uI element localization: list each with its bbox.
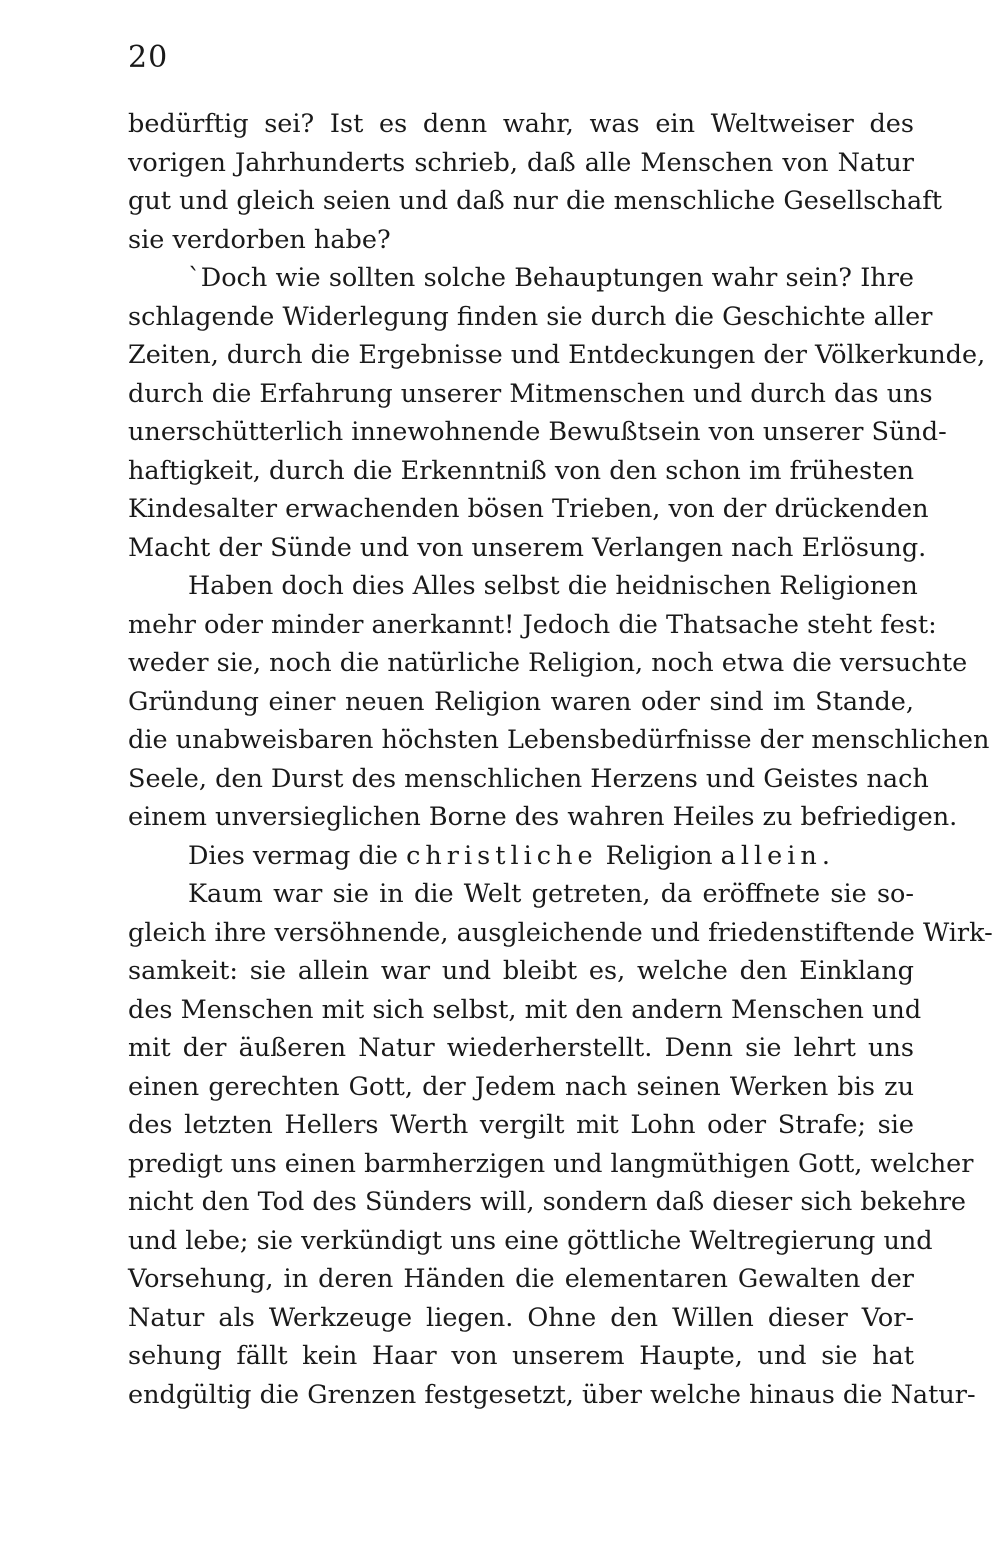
text-line: Kindesalter erwachenden bösen Trieben, von der drückenden	[128, 494, 929, 524]
text-line: gleich ihre versöhnende, ausgleichende und friedenstiftende Wirk-	[128, 917, 993, 948]
text-line: weder sie, noch die natürliche Religion, noch etwa die versuchte	[128, 648, 968, 678]
text-line: sehung fällt kein Haar von unserem Haupte, und sie hat	[128, 1341, 914, 1371]
text-line: unerschütterlich innewohnende Bewußtsein von unserer Sünd-	[128, 417, 947, 447]
text-line: die unabweisbaren höchsten Lebensbedürfnisse der menschlichen	[128, 725, 990, 755]
text-line: einen gerechten Gott, der Jedem nach seinen Werken bis zu	[128, 1071, 914, 1102]
emphasis-spaced-allein: allein.	[720, 840, 835, 871]
text-line: Haben doch dies Alles selbst die heidnischen Religionen	[188, 571, 918, 601]
emphasis-lead: Dies vermag die	[188, 840, 398, 871]
text-line: schlagende Widerlegung finden sie durch die Geschichte aller	[128, 301, 933, 332]
page-number: 20	[128, 40, 169, 75]
text-line: Natur als Werkzeuge liegen. Ohne den Willen dieser Vor-	[128, 1302, 914, 1333]
text-line: Macht der Sünde und von unserem Verlangen nach Erlösung.	[128, 532, 927, 563]
text-line: nicht den Tod des Sünders will, sondern daß dieser sich bekehre	[128, 1187, 967, 1217]
text-line: endgültig die Grenzen festgesetzt, über welche hinaus die Natur-	[128, 1379, 976, 1410]
text-line: Zeiten, durch die Ergebnisse und Entdeckungen der Völkerkunde,	[128, 340, 986, 370]
body-text	[128, 105, 993, 1414]
emphasis-middle: Religion	[605, 840, 713, 871]
text-line: `Doch wie sollten solche Behauptungen wahr sein? Ihre	[188, 263, 914, 293]
text-line: sie verdorben habe?	[128, 224, 391, 255]
text-line: einem unversieglichen Borne des wahren Heiles zu befriedigen.	[128, 802, 958, 832]
text-line: Vorsehung, in deren Händen die elementaren Gewalten der	[128, 1264, 914, 1294]
text-line: Kaum war sie in die Welt getreten, da eröffnete sie so-	[188, 879, 914, 909]
text-line: vorigen Jahrhunderts schrieb, daß alle Menschen von Natur	[128, 147, 914, 178]
text-line: predigt uns einen barmherzigen und langmüthigen Gott, welcher	[128, 1148, 974, 1179]
text-line: bedürftig sei? Ist es denn wahr, was ein Weltweiser des	[128, 109, 914, 139]
text-line: mit der äußeren Natur wiederherstellt. Denn sie lehrt uns	[128, 1033, 914, 1063]
text-line: durch die Erfahrung unserer Mitmenschen und durch das uns	[128, 378, 933, 409]
text-line: Seele, den Durst des menschlichen Herzens und Geistes nach	[128, 763, 929, 794]
emphasis-line	[128, 837, 914, 876]
text-line: gut und gleich seien und daß nur die menschliche Gesellschaft	[128, 186, 942, 216]
emphasis-spaced-christliche: christliche	[406, 840, 598, 871]
text-line: haftigkeit, durch die Erkenntniß von den schon im frühesten	[128, 455, 914, 486]
text-line: des Menschen mit sich selbst, mit den andern Menschen und	[128, 994, 922, 1025]
text-line: mehr oder minder anerkannt! Jedoch die Thatsache steht fest:	[128, 609, 937, 640]
text-line: des letzten Hellers Werth vergilt mit Lohn oder Strafe; sie	[128, 1110, 914, 1140]
text-line: und lebe; sie verkündigt uns eine göttliche Weltregierung und	[128, 1225, 933, 1256]
text-line: samkeit: sie allein war und bleibt es, welche den Einklang	[128, 956, 914, 986]
text-line: Gründung einer neuen Religion waren oder sind im Stande,	[128, 686, 914, 717]
